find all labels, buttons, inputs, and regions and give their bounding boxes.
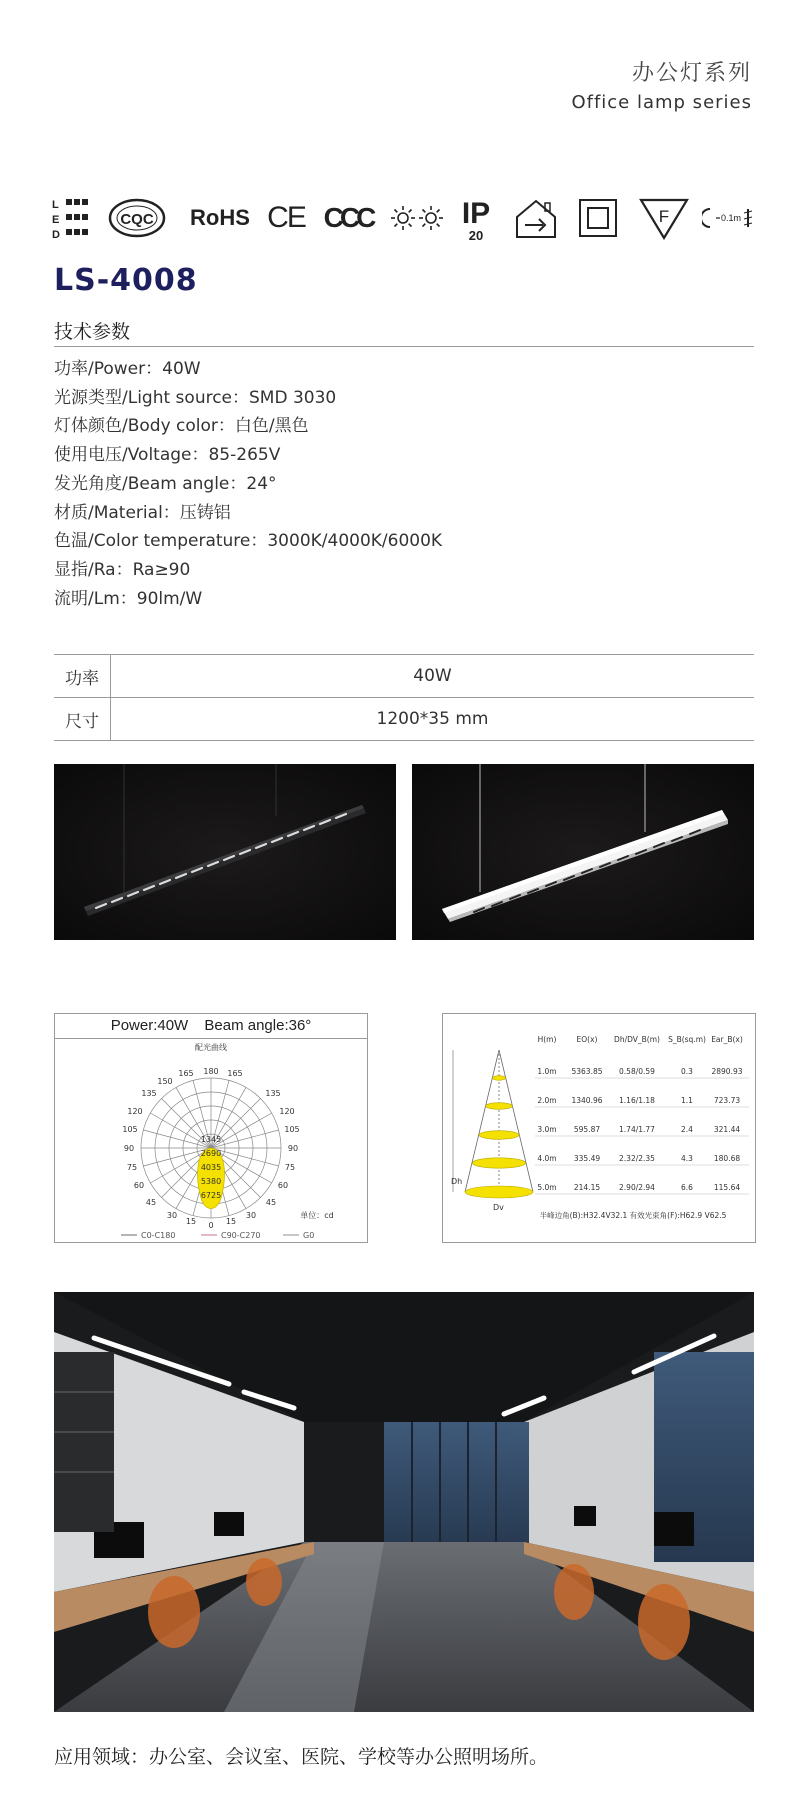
- ip-label: IP: [461, 196, 491, 230]
- table-header: EO(x): [576, 1035, 598, 1044]
- angle-label: 45: [145, 1198, 157, 1207]
- cone-cell: 335.49: [573, 1154, 601, 1163]
- cone-cell: 3.0m: [537, 1125, 557, 1134]
- angle-label: 135: [141, 1089, 157, 1098]
- polar-plot: [55, 1038, 367, 1242]
- angle-label: 30: [166, 1211, 178, 1220]
- cone-cell: 2.0m: [537, 1096, 557, 1105]
- cone-footer: 半峰边角(B):H32.4V32.1 有效光束角(F):H62.9 V62.5: [539, 1211, 727, 1220]
- illuminance-cone-chart: [442, 1013, 756, 1243]
- ce-icon: CE: [267, 201, 305, 234]
- table-header: Ear_B(x): [711, 1035, 743, 1044]
- angle-label: 60: [277, 1181, 289, 1190]
- cone-cell: 723.73: [713, 1096, 741, 1105]
- param-key: 功率: [54, 655, 111, 698]
- office-application-photo: [54, 1292, 754, 1712]
- spec-body-color: 灯体颜色/Body color：白色/黑色: [54, 416, 309, 437]
- cone-diagram: [443, 1014, 755, 1242]
- legend-entry: G0: [303, 1231, 315, 1240]
- angle-label: 165: [227, 1069, 243, 1078]
- series-title-en: Office lamp series: [571, 92, 752, 113]
- angle-label: 90: [287, 1144, 299, 1153]
- spec-beam-angle: 发光角度/Beam angle：24°: [54, 473, 277, 494]
- cone-cell: 0.58/0.59: [619, 1067, 655, 1076]
- spec-power: 功率/Power：40W: [54, 359, 201, 379]
- table-header: Dh/DV_B(m): [614, 1035, 660, 1044]
- unit-label: 单位：cd: [300, 1211, 334, 1220]
- application-text: 应用领域：办公室、会议室、医院、学校等办公照明场所。: [54, 1746, 549, 1768]
- cone-cell: 4.0m: [537, 1154, 557, 1163]
- radial-value: 1345: [200, 1135, 222, 1144]
- spec-ra: 显指/Ra：Ra≥90: [54, 559, 191, 580]
- polar-chart-header: [55, 1014, 367, 1039]
- spec-material: 材质/Material：压铸铝: [54, 502, 231, 523]
- angle-label: 75: [284, 1163, 296, 1172]
- cone-cell: 1.16/1.18: [619, 1096, 655, 1105]
- angle-label: 105: [284, 1125, 300, 1134]
- legend-entry: C0-C180: [141, 1231, 176, 1240]
- cone-cell: 1.74/1.77: [619, 1125, 655, 1134]
- ccc-icon: CCC: [323, 202, 373, 233]
- svg-text:F: F: [658, 207, 670, 226]
- angle-label: 0: [208, 1221, 214, 1230]
- table-row: [54, 698, 754, 741]
- distance-icon: [702, 190, 754, 246]
- svg-text:CQC: CQC: [120, 211, 154, 228]
- cone-cell: 321.44: [713, 1125, 741, 1134]
- product-photo-white: [412, 764, 754, 940]
- angle-label: 60: [133, 1181, 145, 1190]
- angle-label: 15: [225, 1217, 237, 1226]
- model-number: LS-4008: [54, 263, 198, 298]
- cone-cell: 2.4: [681, 1125, 693, 1134]
- svg-text:L: L: [52, 199, 59, 211]
- rohs-icon: RoHS: [190, 205, 250, 230]
- legend-entry: C90-C270: [221, 1231, 261, 1240]
- spec-light-source: 光源类型/Light source：SMD 3030: [54, 387, 337, 408]
- spec-section-title: 技术参数: [54, 321, 131, 343]
- certification-row: [52, 190, 752, 250]
- param-key: 尺寸: [54, 698, 111, 741]
- ip-rating: 20: [468, 227, 484, 243]
- table-header: S_B(sq.m): [668, 1035, 706, 1044]
- angle-label: 120: [127, 1107, 143, 1116]
- param-table: [54, 654, 754, 741]
- beam-angle-label: Beam angle:36°: [204, 1017, 312, 1034]
- cone-cell: 5.0m: [537, 1183, 557, 1192]
- angle-label: 105: [122, 1125, 138, 1134]
- polar-title: 配光曲线: [195, 1043, 227, 1052]
- angle-label: 135: [265, 1089, 281, 1098]
- series-title-cn: 办公灯系列: [631, 61, 752, 86]
- dv-label: Dv: [493, 1203, 504, 1212]
- cone-cell: 115.64: [713, 1183, 741, 1192]
- radial-value: 6725: [200, 1191, 222, 1200]
- cone-cell: 5363.85: [571, 1067, 603, 1076]
- spec-lumen: 流明/Lm：90lm/W: [54, 588, 203, 609]
- angle-label: 120: [279, 1107, 295, 1116]
- sun-icon: [388, 190, 446, 246]
- cone-cell: 595.87: [573, 1125, 601, 1134]
- dh-label: Dh: [451, 1177, 463, 1186]
- angle-label: 45: [265, 1198, 277, 1207]
- cone-cell: 1340.96: [571, 1096, 603, 1105]
- spec-color-temperature: 色温/Color temperature：3000K/4000K/6000K: [54, 531, 443, 552]
- cone-cell: 0.3: [681, 1067, 693, 1076]
- cone-cell: 2890.93: [711, 1067, 743, 1076]
- cone-cell: 4.3: [681, 1154, 693, 1163]
- light-distribution-chart: [54, 1013, 368, 1243]
- angle-label: 165: [178, 1069, 194, 1078]
- radial-value: 4035: [200, 1163, 222, 1172]
- cone-cell: 2.32/2.35: [619, 1154, 655, 1163]
- ip20-icon: [456, 190, 496, 250]
- cqc-icon: [108, 190, 166, 246]
- spec-list: [54, 355, 442, 613]
- f-mark-icon: [636, 190, 692, 246]
- table-row: [54, 655, 754, 698]
- cone-cell: 2.90/2.94: [619, 1183, 655, 1192]
- svg-text:0.1m: 0.1m: [721, 213, 742, 223]
- class2-icon: [576, 190, 620, 246]
- spec-voltage: 使用电压/Voltage：85-265V: [54, 445, 281, 466]
- angle-label: 90: [123, 1144, 135, 1153]
- svg-text:E: E: [52, 214, 60, 226]
- radial-value: 2690: [200, 1149, 222, 1158]
- angle-label: 150: [157, 1077, 173, 1086]
- cone-cell: 6.6: [681, 1183, 693, 1192]
- led-icon: [52, 190, 94, 246]
- angle-label: 75: [126, 1163, 138, 1172]
- angle-label: 15: [185, 1217, 197, 1226]
- table-header: H(m): [537, 1035, 557, 1044]
- angle-label: 180: [203, 1067, 219, 1076]
- svg-text:D: D: [52, 229, 60, 240]
- cone-cell: 180.68: [713, 1154, 741, 1163]
- divider: [54, 346, 754, 347]
- power-label: Power:40W: [110, 1017, 189, 1034]
- indoor-icon: [512, 190, 560, 246]
- param-value: 40W: [111, 655, 755, 698]
- angle-label: 30: [245, 1211, 257, 1220]
- cone-cell: 1.0m: [537, 1067, 557, 1076]
- param-value: 1200*35 mm: [111, 698, 755, 741]
- cone-cell: 214.15: [573, 1183, 601, 1192]
- radial-value: 5380: [200, 1177, 222, 1186]
- product-photo-black: [54, 764, 396, 940]
- cone-cell: 1.1: [681, 1096, 693, 1105]
